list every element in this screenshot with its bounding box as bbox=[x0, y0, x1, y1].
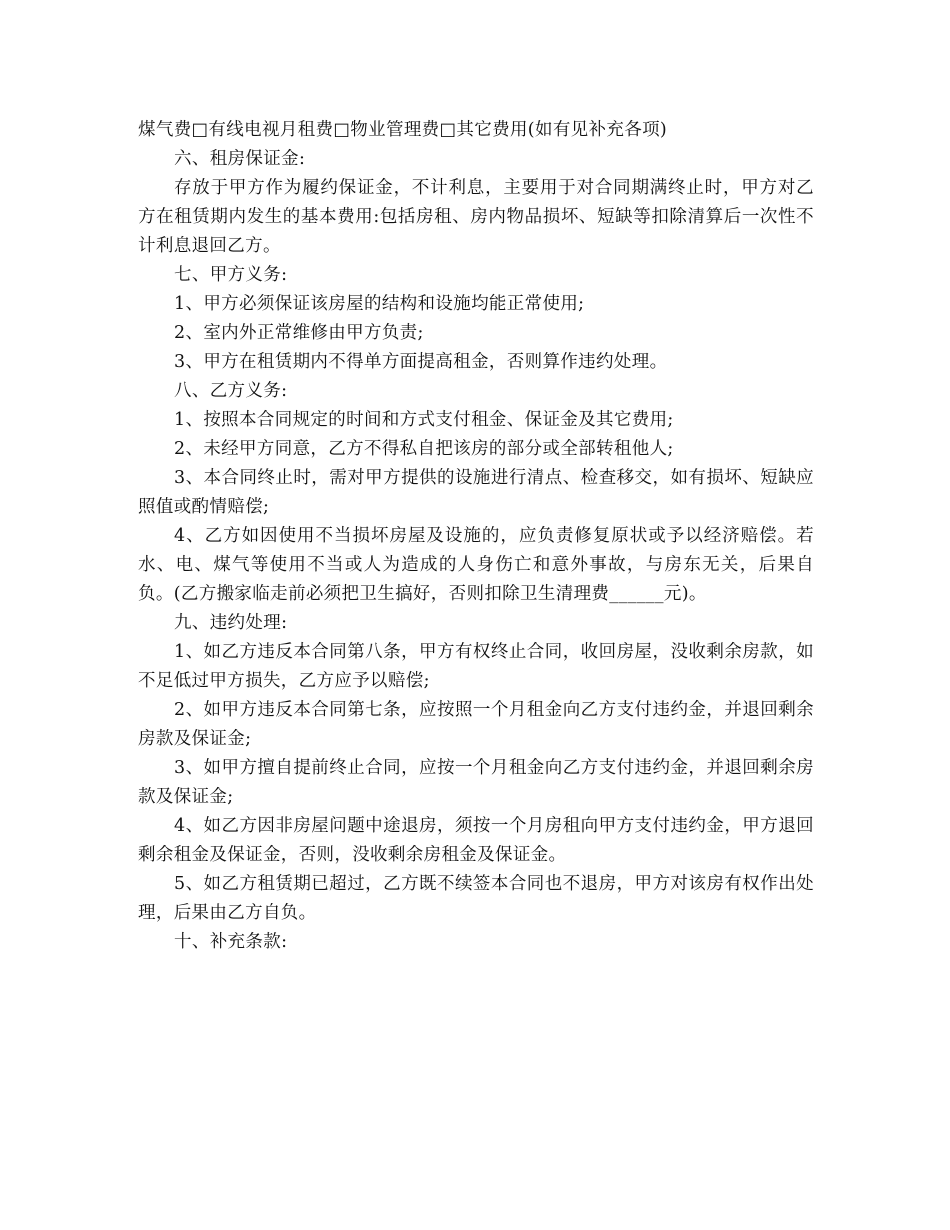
breach-item: 1、如乙方违反本合同第八条，甲方有权终止合同，收回房屋，没收剩余房款，如不足低过甲方损失，乙方应予以赔偿; bbox=[138, 642, 814, 691]
party-a-obligation-item: 2、室内外正常维修由甲方负责; bbox=[174, 323, 424, 343]
breach-item: 2、如甲方违反本合同第七条，应按照一个月租金向乙方支付违约金，并退回剩余房款及保证金; bbox=[138, 700, 814, 749]
party-b-obligation-item: 3、本合同终止时，需对甲方提供的设施进行清点、检查移交，如有损坏、短缺应照值或酌情赔偿; bbox=[138, 468, 814, 517]
deposit-paragraph: 存放于甲方作为履约保证金，不计利息，主要用于对合同期满终止时，甲方对乙方在租赁期内发生的基本费用:包括房租、房内物品损坏、短缺等扣除清算后一次性不计利息退回乙方。 bbox=[138, 178, 814, 256]
contract-body bbox=[138, 116, 814, 957]
party-b-obligation-item: 2、未经甲方同意，乙方不得私自把该房的部分或全部转租他人; bbox=[174, 439, 674, 459]
breach-item: 3、如甲方擅自提前终止合同，应按一个月租金向乙方支付违约金，并退回剩余房款及保证金; bbox=[138, 758, 814, 807]
breach-item: 4、如乙方因非房屋问题中途退房，须按一个月房租向甲方支付违约金，甲方退回剩余租金及保证金，否则，没收剩余房租金及保证金。 bbox=[138, 816, 814, 865]
section-heading-breach: 九、违约处理: bbox=[174, 613, 288, 633]
section-heading-party-b-obligations: 八、乙方义务: bbox=[174, 381, 288, 401]
party-b-obligation-item: 4、乙方如因使用不当损坏房屋及设施的，应负责修复原状或予以经济赔偿。若水、电、煤气等使用不当或人为造成的人身伤亡和意外事故，与房东无关，后果自负。(乙方搬家临走前必须把卫生搞好，否则扣除卫生清理费______元)。 bbox=[138, 526, 814, 604]
party-b-obligation-item: 1、按照本合同规定的时间和方式支付租金、保证金及其它费用; bbox=[174, 410, 674, 430]
section-heading-supplementary: 十、补充条款: bbox=[174, 932, 288, 952]
section-heading-party-a-obligations: 七、甲方义务: bbox=[174, 265, 288, 285]
fees-list-line: 煤气费□有线电视月租费□物业管理费□其它费用(如有见补充各项) bbox=[138, 120, 668, 140]
party-a-obligation-item: 3、甲方在租赁期内不得单方面提高租金，否则算作违约处理。 bbox=[174, 352, 668, 372]
breach-item: 5、如乙方租赁期已超过，乙方既不续签本合同也不退房，甲方对该房有权作出处理，后果由乙方自负。 bbox=[138, 874, 814, 923]
party-a-obligation-item: 1、甲方必须保证该房屋的结构和设施均能正常使用; bbox=[174, 294, 585, 314]
section-heading-deposit: 六、租房保证金: bbox=[174, 149, 306, 169]
